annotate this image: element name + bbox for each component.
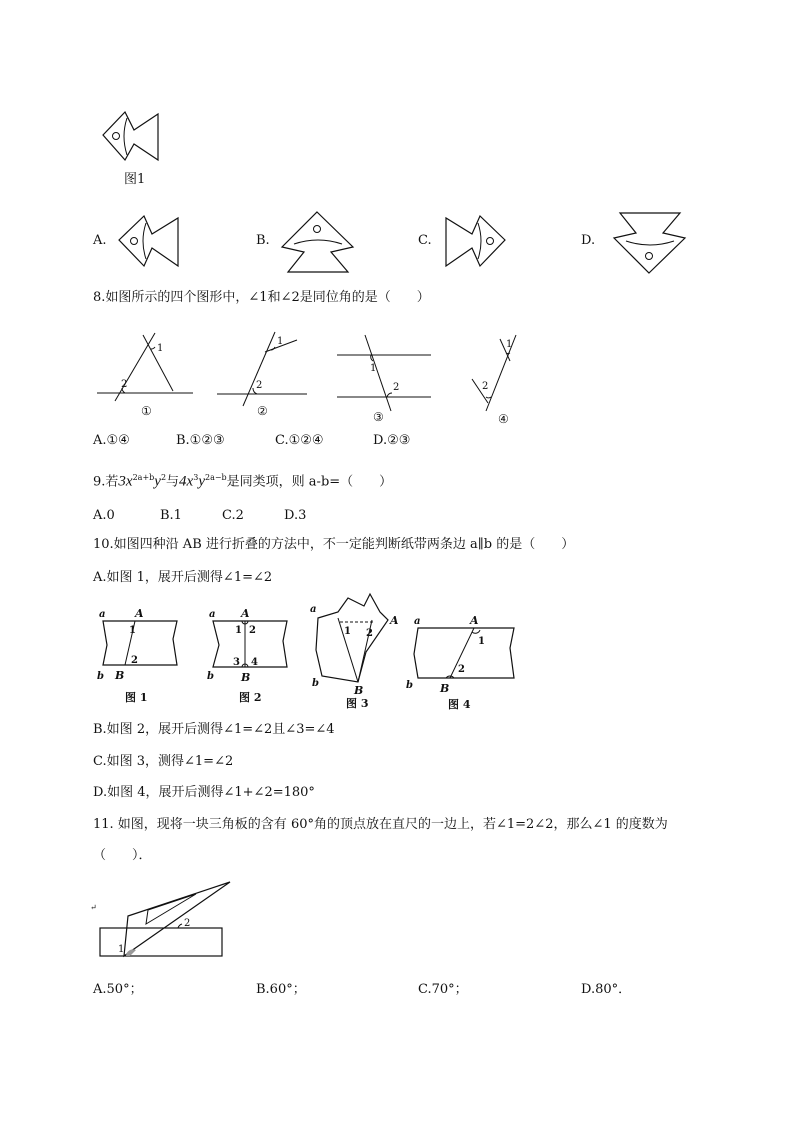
q11-angle-1: 1: [118, 944, 125, 955]
q9-term1-x: x: [125, 473, 133, 490]
q9-term2-y: y: [198, 473, 205, 490]
q10-figure-2: [205, 605, 295, 705]
q10-f4-label-B: B: [440, 682, 450, 695]
q11-paragraph-mark: ↵: [90, 903, 97, 912]
q10-f2-angle-1: 1: [235, 625, 242, 636]
q9-term1-y: y: [154, 473, 161, 490]
q10-f1-label-A: A: [135, 607, 144, 620]
q10-f2-caption: 图 2: [239, 691, 262, 704]
q10-f1-label-b: b: [97, 671, 104, 682]
q11-stem-continued: （ ）．: [93, 848, 152, 863]
q10-f2-label-a: a: [209, 609, 216, 620]
q9-term1-xexp: 2a+b: [132, 473, 155, 482]
q9-term2-yexp: 2a−b: [204, 473, 227, 482]
q8-f2-caption: ②: [257, 404, 268, 418]
q8-f4-angle-1: 1: [506, 339, 513, 350]
q10-f2-angle-4: 4: [251, 657, 258, 668]
q10-f2-label-b: b: [207, 671, 214, 682]
q10-stem: 10.如图四种沿 AB 进行折叠的方法中，不一定能判断纸带两条边 a∥b 的是（ ）: [93, 537, 575, 552]
q9-mid: 与: [166, 474, 180, 490]
q9-term2-xexp: 3: [193, 473, 199, 482]
q8-figure-2: [215, 330, 310, 422]
q10-f1-caption: 图 1: [125, 691, 148, 704]
q8-f1-caption: ①: [141, 404, 152, 418]
q10-f3-label-b: b: [312, 678, 319, 689]
q10-f3-caption: 图 3: [346, 697, 369, 710]
q9-term2-x: x: [186, 473, 194, 490]
q11-figure: [90, 880, 240, 962]
q8-figure-1: [95, 327, 195, 422]
q8-stem: 8.如图所示的四个图形中，∠1和∠2是同位角的是（ ）: [93, 290, 430, 305]
q10-figure-3: [310, 590, 405, 710]
q10-f3-label-B: B: [354, 684, 364, 697]
q9-option-a: A.0: [93, 508, 115, 523]
q7-figure-caption: 图1: [124, 172, 146, 187]
q10-f3-label-a: a: [310, 604, 317, 615]
q9-stem: [93, 470, 392, 490]
q10-f1-label-a: a: [99, 609, 106, 620]
q7-reference-figure: [100, 108, 170, 170]
q10-figure-4: [400, 612, 520, 712]
q10-f4-label-a: a: [414, 616, 421, 627]
q9-term1-coef: 3: [118, 473, 126, 490]
q10-f4-caption: 图 4: [448, 698, 471, 711]
q10-f2-label-B: B: [241, 671, 251, 684]
q10-option-c: C.如图 3，测得∠1=∠2: [93, 754, 234, 769]
q11-option-b: B.60°；: [256, 982, 306, 997]
q8-f1-angle-1: 1: [157, 343, 164, 354]
q7-option-b-figure: [280, 210, 356, 276]
q10-f3-angle-1: 1: [344, 626, 351, 637]
q10-f2-label-A: A: [241, 607, 250, 620]
q8-f2-angle-1: 1: [277, 336, 284, 347]
q9-option-d: D.3: [284, 508, 307, 523]
q9-suffix: 是同类项，则 a-b=（ ）: [226, 474, 393, 490]
q8-f3-caption: ③: [373, 410, 384, 424]
q11-angle-2: 2: [184, 918, 191, 929]
q8-f3-angle-2: 2: [393, 382, 400, 393]
q7-option-a-label: A.: [93, 233, 107, 248]
q8-figure-4: [470, 333, 530, 428]
q7-option-d-label: D.: [581, 233, 596, 248]
q8-f2-angle-2: 2: [256, 380, 263, 391]
q10-f4-angle-2: 2: [458, 664, 465, 675]
q9-prefix: 9.若: [93, 474, 119, 490]
q10-f1-angle-1: 1: [129, 625, 136, 636]
q11-option-a: A.50°；: [93, 982, 143, 997]
q10-f4-label-b: b: [406, 680, 413, 691]
q7-option-c-figure: [444, 212, 508, 274]
q10-f1-angle-2: 2: [131, 655, 138, 666]
q10-f1-label-B: B: [115, 669, 125, 682]
q10-f3-angle-2: 2: [366, 628, 373, 639]
q10-option-a: A.如图 1，展开后测得∠1=∠2: [93, 570, 273, 585]
q8-option-d: D.②③: [373, 433, 411, 448]
q9-term2-coef: 4: [179, 473, 187, 490]
q10-f4-label-A: A: [470, 614, 479, 627]
q9-option-b: B.1: [160, 508, 182, 523]
q8-figure-3: [335, 333, 435, 428]
q7-option-c-label: C.: [418, 233, 432, 248]
q10-f2-angle-2: 2: [249, 625, 256, 636]
q10-f2-angle-3: 3: [233, 657, 240, 668]
q8-f4-caption: ④: [498, 412, 509, 426]
q9-term1-yexp: 2: [160, 473, 167, 482]
q10-option-b: B.如图 2，展开后测得∠1=∠2且∠3=∠4: [93, 722, 335, 737]
q8-f3-angle-1: 1: [370, 363, 377, 374]
q8-option-b: B.①②③: [176, 433, 225, 448]
q7-option-a-figure: [117, 212, 181, 274]
q10-f4-angle-1: 1: [478, 636, 485, 647]
q9-option-c: C.2: [222, 508, 244, 523]
q8-f4-angle-2: 2: [482, 381, 489, 392]
q8-option-a: A.①④: [93, 433, 130, 448]
q10-figure-1: [95, 605, 185, 705]
q11-stem: 11. 如图，现将一块三角板的含有 60°角的顶点放在直尺的一边上，若∠1=2∠2，那么∠1 的度数为: [93, 817, 668, 832]
q11-option-c: C.70°；: [418, 982, 468, 997]
q10-option-d: D.如图 4，展开后测得∠1+∠2=180°: [93, 785, 315, 800]
q10-f3-label-A: A: [390, 614, 399, 627]
q11-option-d: D.80°．: [581, 982, 632, 997]
q7-option-d-figure: [612, 210, 688, 276]
q7-option-b-label: B.: [256, 233, 270, 248]
q8-option-c: C.①②④: [275, 433, 324, 448]
q8-f1-angle-2: 2: [121, 379, 128, 390]
